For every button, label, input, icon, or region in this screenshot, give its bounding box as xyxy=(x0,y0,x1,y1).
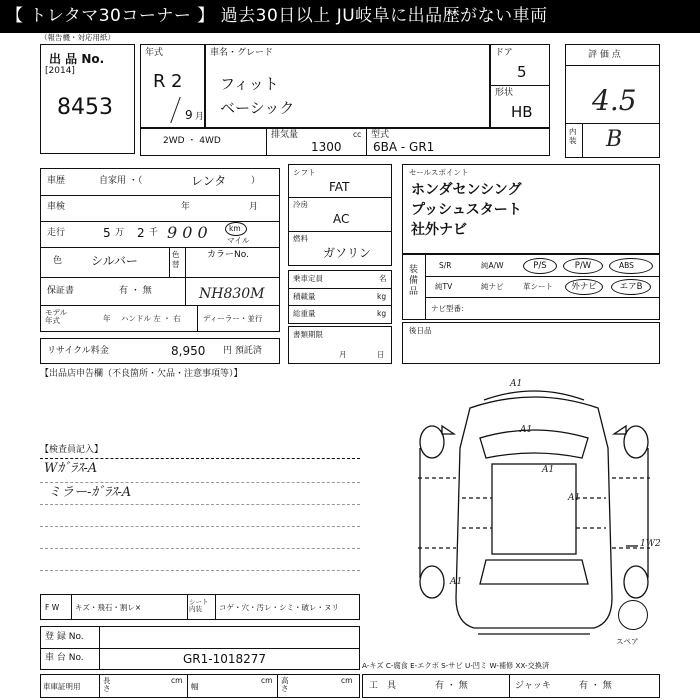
color-value: シルバー xyxy=(91,254,138,268)
spec-row xyxy=(140,128,550,156)
car-grade: ベーシック xyxy=(220,99,295,117)
lot-label: 出 品 No. xyxy=(49,52,105,66)
capacity-box xyxy=(288,270,392,324)
inspection-month-unit: 月 xyxy=(249,202,259,212)
spare-label: スペア xyxy=(616,637,639,646)
height-unit: cm xyxy=(341,676,353,685)
garage-cert-label: 車庫証明用 xyxy=(43,682,81,691)
score-box xyxy=(565,44,660,158)
length-unit: cm xyxy=(171,676,183,685)
name-label: 車名・グレード xyxy=(210,48,274,58)
mileage-man: 5 xyxy=(103,226,111,240)
jack-label: ジャッキ xyxy=(515,681,551,691)
mileage-sen: 2 xyxy=(137,226,145,240)
score-value: 4.5 xyxy=(592,84,637,117)
shape-label: 形状 xyxy=(495,88,514,98)
model-year-unit: 年 xyxy=(103,314,111,323)
color-change-label: 色替 xyxy=(172,250,180,269)
seller-notes-label: 【出品店申告欄（不良箇所・欠品・注意事項等）】 xyxy=(40,369,243,379)
lot-number: 8453 xyxy=(57,95,113,120)
equip-navi: 純ナビ xyxy=(481,282,504,291)
recycle-value: 8,950 xyxy=(171,344,206,358)
docs-label: 書類期限 xyxy=(293,330,323,339)
dealer-options: ディーラー・並行 xyxy=(203,314,263,323)
sales-point-2: プッシュスタート xyxy=(411,202,522,218)
equip-aftermarket-navi-circled: 外ナビ xyxy=(565,279,603,295)
equip-abs: ABS xyxy=(619,261,634,270)
gross-label: 総重量 xyxy=(293,309,316,318)
equip-leather: 革シート xyxy=(523,282,553,291)
year-era: R xyxy=(153,71,166,92)
docs-day: 日 xyxy=(377,350,385,359)
ac-label: 冷房 xyxy=(293,200,308,209)
tools-options: 有 ・ 無 xyxy=(435,681,468,691)
inspection-label: 車検 xyxy=(47,202,66,212)
wheel-rear-left xyxy=(420,566,444,598)
doors-value: 5 xyxy=(517,63,527,81)
equipment-box xyxy=(402,254,660,320)
drive-options: 2WD ・ 4WD xyxy=(163,136,221,146)
model-year-label: モデル年式 xyxy=(45,308,68,326)
recycle-unit: 円 預託済 xyxy=(223,346,262,356)
equip-ps-circled: P/S xyxy=(523,258,557,274)
chassis-value: GR1-1018277 xyxy=(183,652,267,666)
capacity-unit: 名 xyxy=(379,274,387,283)
equip-alloy: 純A/W xyxy=(481,261,504,270)
vehicle-info-table xyxy=(40,168,280,332)
windshield xyxy=(480,430,588,458)
damage-mark-front: A1 xyxy=(510,379,523,389)
fw-text: キズ・飛石・割レ× xyxy=(75,603,142,612)
mile-label: マイル xyxy=(227,236,250,245)
wheel-front-right xyxy=(624,426,648,458)
sales-point-1: ホンダセンシング xyxy=(411,182,522,198)
docs-box xyxy=(288,326,392,364)
registration-box xyxy=(40,626,360,670)
history-options: 自家用 ・（ xyxy=(99,176,143,186)
damage-mark-roof: A1 xyxy=(542,465,555,475)
inspector-note-1: Wｶﾞﾗｽ-A xyxy=(44,461,98,476)
later-items-box xyxy=(402,322,660,364)
damage-mark-rear-left: A1 xyxy=(450,577,463,587)
damage-mark-right: A1 xyxy=(568,493,581,503)
score-label: 評 価 点 xyxy=(588,50,621,60)
sales-points-box xyxy=(402,164,660,254)
garage-cert-box xyxy=(40,674,360,698)
equip-pw-circled: P/W xyxy=(563,258,603,274)
mileage-handwritten: 9 0 0 xyxy=(167,223,208,242)
equip-airbag-circled: エアB xyxy=(611,279,651,295)
year-box xyxy=(140,44,205,128)
warranty-label: 保証書 xyxy=(47,286,75,296)
shape-value: HB xyxy=(511,103,533,121)
load-label: 積載量 xyxy=(293,292,316,301)
interior-grade: B xyxy=(606,127,623,152)
inspector-note-2: ミラー-ｶﾞﾗｽ-A xyxy=(48,485,132,500)
lot-number-box xyxy=(40,44,135,154)
shift-value: FAT xyxy=(329,180,350,194)
abs-oval xyxy=(609,258,653,274)
doors-label: ドア xyxy=(495,48,513,58)
month-value: 9 xyxy=(185,108,193,122)
spare-tire-icon xyxy=(618,600,648,630)
sales-label: セールスポイント xyxy=(409,168,469,177)
car-body-outline xyxy=(456,397,612,628)
recycle-label: リサイクル料金 xyxy=(47,346,109,356)
registration-label: 登 録 No. xyxy=(45,632,84,642)
year-number: 2 xyxy=(171,71,183,92)
mechanical-box xyxy=(288,164,392,266)
fuel-label: 燃料 xyxy=(293,234,308,243)
model-label: 型式 xyxy=(371,130,390,140)
interior-label: 内装 xyxy=(569,127,577,145)
gross-unit: kg xyxy=(377,309,387,318)
model-value: 6BA - GR1 xyxy=(373,140,435,154)
load-unit: kg xyxy=(377,292,387,301)
rear-window xyxy=(480,560,588,584)
car-name-box xyxy=(205,44,490,128)
roof xyxy=(492,464,576,554)
year-label: 年式 xyxy=(145,48,164,58)
displacement-label: 排気量 xyxy=(271,130,299,140)
warranty-options: 有 ・ 無 xyxy=(119,286,152,296)
man-unit: 万 xyxy=(115,228,125,238)
capacity-label: 乗車定員 xyxy=(293,274,323,283)
seat-text: コゲ・穴・汚レ・シミ・破レ・ヌリ xyxy=(219,603,339,612)
history-close: ） xyxy=(251,176,261,186)
car-name: フィット xyxy=(220,75,279,93)
jack-options: 有 ・ 無 xyxy=(579,681,612,691)
width-label: 幅 xyxy=(191,682,199,691)
shift-label: シフト xyxy=(293,168,316,177)
seat-label: シート内装 xyxy=(189,598,209,614)
fw-label: F W xyxy=(45,603,60,612)
history-value: レンタ xyxy=(191,174,227,188)
color-no-label: カラーNo. xyxy=(207,250,249,260)
page-banner: 【 トレタマ30コーナー 】 過去30日以上 JU岐阜に出品歴がない車両 xyxy=(0,0,700,33)
width-unit: cm xyxy=(261,676,273,685)
sen-unit: 千 xyxy=(149,228,159,238)
equipment-label: 装備品 xyxy=(409,265,419,297)
wheel-rear-right xyxy=(624,566,648,598)
inspector-notes-label: 【検査員記入】 xyxy=(40,445,104,455)
inspection-year-unit: 年 xyxy=(181,202,191,212)
recycle-box xyxy=(40,338,280,364)
doors-box xyxy=(490,44,550,128)
fw-seat-row xyxy=(40,594,360,620)
color-number: NH830M xyxy=(199,286,265,302)
ac-value: AC xyxy=(333,212,350,226)
docs-month: 月 xyxy=(339,350,347,359)
equip-tv: 純TV xyxy=(435,282,453,291)
equip-sr: S/R xyxy=(439,261,452,270)
fuel-value: ガソリン xyxy=(323,246,372,260)
history-label: 車歴 xyxy=(47,176,66,186)
chassis-label: 車 台 No. xyxy=(45,653,84,663)
navi-model-label: ナビ型番： xyxy=(431,304,469,313)
month-unit: 月 xyxy=(195,112,205,122)
damage-mark-windshield: A1 xyxy=(520,425,533,435)
damage-mark-side: 1W2 xyxy=(640,539,661,549)
damage-legend: A-キズ C-腐食 E-エクボ S-サビ U-凹ミ W-補修 XX-交換済 xyxy=(362,661,550,670)
later-items-label: 後日品 xyxy=(409,326,432,335)
length-label: 長さ xyxy=(103,676,111,694)
color-label: 色 xyxy=(53,256,63,266)
form-subhead: （報告機・対応用紙） xyxy=(40,33,115,42)
sales-point-3: 社外ナビ xyxy=(411,222,467,238)
handle-options: ハンドル 左 ・ 右 xyxy=(121,314,181,323)
displacement-unit: cc xyxy=(353,130,362,139)
km-label: km xyxy=(229,224,241,233)
tools-box xyxy=(362,674,660,698)
year-tag: [2014] xyxy=(45,66,75,76)
wheel-front-left xyxy=(420,426,444,458)
displacement-value: 1300 xyxy=(311,140,342,154)
height-label: 高さ xyxy=(281,676,289,694)
mileage-label: 走行 xyxy=(47,228,66,238)
tools-label: 工 具 xyxy=(369,681,397,691)
